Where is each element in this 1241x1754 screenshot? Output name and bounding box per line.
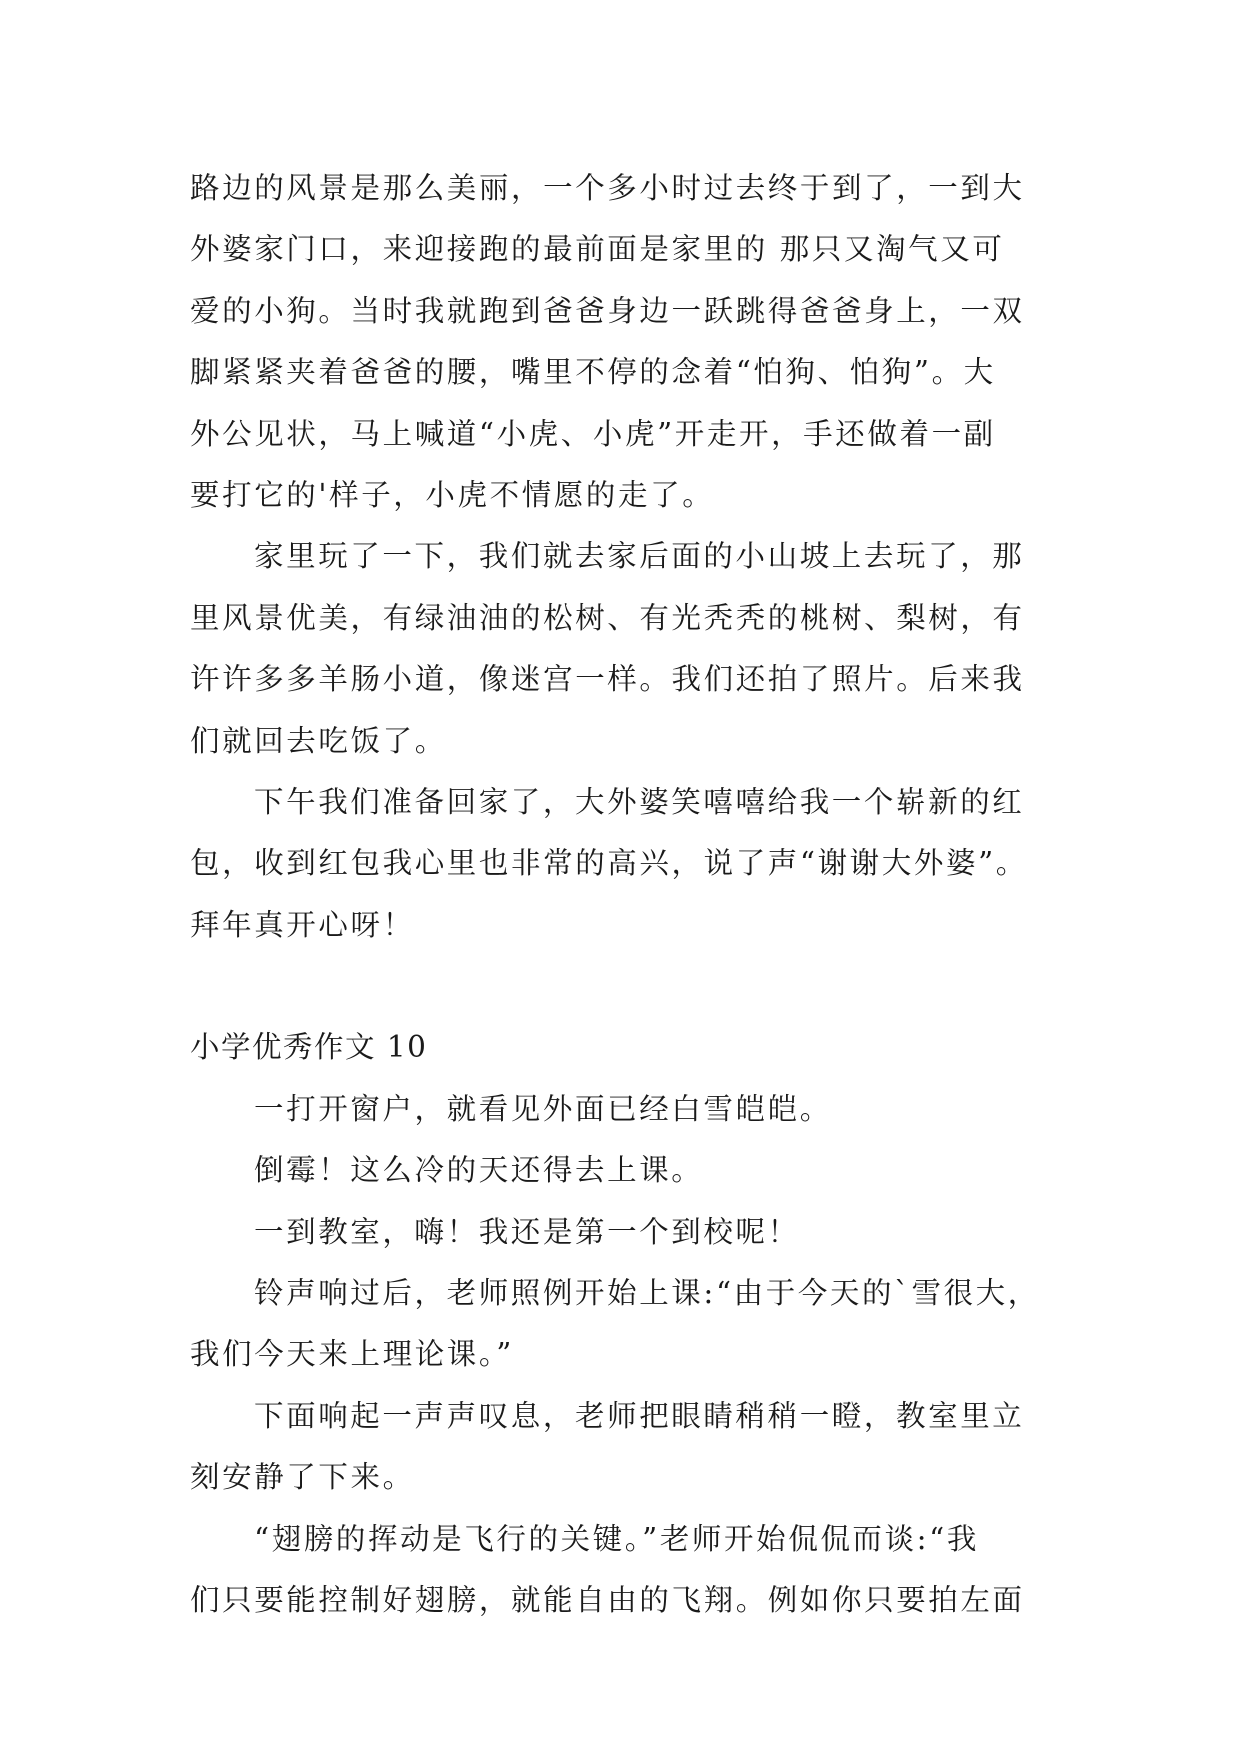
text-line: 我们今天来上理论课。” bbox=[190, 1337, 514, 1372]
paragraph bbox=[190, 1509, 1070, 1632]
text-line: 包，收到红包我心里也非常的高兴，说了声“谢谢大外婆”。 bbox=[190, 846, 1028, 881]
paragraph bbox=[190, 526, 1070, 772]
paragraph bbox=[190, 1263, 1070, 1386]
text-line: 路边的风景是那么美丽，一个多小时过去终于到了，一到大 bbox=[190, 171, 1025, 205]
text-line: 刻安静了下来。 bbox=[190, 1460, 415, 1495]
text-line: 们就回去吃饭了。 bbox=[190, 723, 447, 758]
text-line: 脚紧紧夹着爸爸的腰，嘴里不停的念着“怕狗、怕狗”。大 bbox=[190, 355, 996, 390]
text-line: 许许多多羊肠小道，像迷宫一样。我们还拍了照片。后来我 bbox=[190, 662, 1025, 697]
text-line: 拜年真开心呀！ bbox=[190, 907, 415, 942]
text-line: 外婆家门口，来迎接跑的最前面是家里的 那只又淘气又可 bbox=[190, 232, 1005, 267]
paragraph: 倒霉！这么冷的天还得去上课。 bbox=[254, 1153, 704, 1188]
blank-line bbox=[190, 956, 1070, 1017]
text-line: 下面响起一声声叹息，老师把眼睛稍稍一瞪，教室里立 bbox=[254, 1398, 1025, 1433]
paragraph bbox=[190, 772, 1070, 956]
text-line: 家里玩了一下，我们就去家后面的小山坡上去玩了，那 bbox=[254, 539, 1025, 574]
text-line: 里风景优美，有绿油油的松树、有光秃秃的桃树、梨树，有 bbox=[190, 600, 1025, 635]
text-line: 外公见状，马上喊道“小虎、小虎”开走开，手还做着一副 bbox=[190, 416, 996, 451]
text-line: 们只要能控制好翅膀，就能自由的飞翔。例如你只要拍左面 bbox=[190, 1582, 1025, 1617]
text-line: “翅膀的挥动是飞行的关键。”老师开始侃侃而谈:“我 bbox=[254, 1521, 979, 1556]
paragraph bbox=[190, 1386, 1070, 1509]
paragraph: 一到教室，嗨！我还是第一个到校呢！ bbox=[254, 1214, 800, 1249]
document-body bbox=[190, 158, 1070, 1631]
section-title: 小学优秀作文 10 bbox=[190, 1030, 428, 1065]
paragraph bbox=[190, 158, 1070, 526]
paragraph: 一打开窗户，就看见外面已经白雪皑皑。 bbox=[254, 1091, 832, 1126]
text-line: 铃声响过后，老师照例开始上课:“由于今天的`雪很大， bbox=[254, 1276, 1040, 1311]
text-line: 爱的小狗。当时我就跑到爸爸身边一跃跳得爸爸身上，一双 bbox=[190, 293, 1025, 328]
text-line: 要打它的'样子，小虎不情愿的走了。 bbox=[190, 477, 715, 512]
text-line: 下午我们准备回家了，大外婆笑嘻嘻给我一个崭新的红 bbox=[254, 784, 1025, 819]
